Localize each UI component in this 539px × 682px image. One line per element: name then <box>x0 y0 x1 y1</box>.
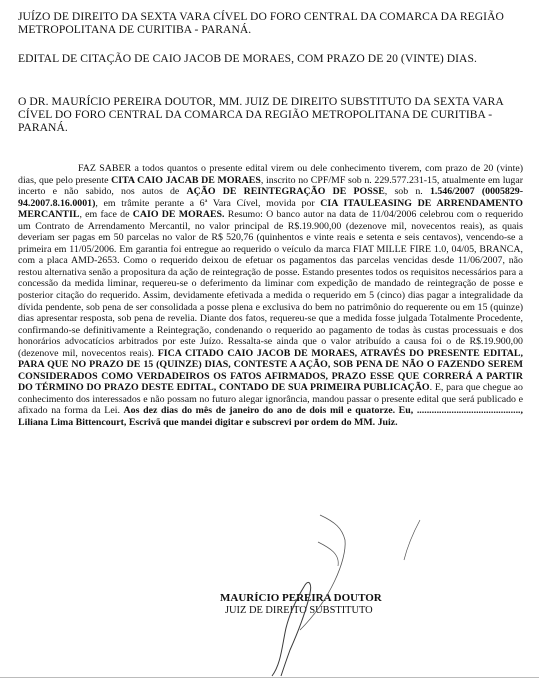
body-text-5: , em face de <box>79 209 133 221</box>
body-bold-6: FICA CITADO CAIO JACOB DE MORAES, ATRAVÉS DO PRESENTE EDITAL, PARA QUE NO PRAZO DE 15 (QUINZE) DIAS, CONTESTE A AÇÃO, SOB PENA DE NÃO O FAZENDO SEREM CONSIDERADOS COMO VERDADEIROS OS FATOS AFIRMADOS, PRAZO ESSE QUE CORRERÁ A PARTIR DO TÉRMINO DO PRAZO DESTE EDITAL, CONTADO DE SUA PRIMEIRA PUBLICAÇÃO <box>18 347 523 394</box>
judge-heading: O DR. MAURÍCIO PEREIRA DOUTOR, MM. JUIZ DE DIREITO SUBSTITUTO DA SEXTA VARA CÍVEL DO FORO CENTRAL DA COMARCA DA REGIÃO METROPOLITANA DE CURITIBA - PARANÁ. <box>18 95 504 135</box>
body-text-7: . E, para que chegue ao conhecimento dos interessados e não possam no futuro alegar ignorância, mandou passar o presente edital que será publicado e afixado na forma da Lei. <box>18 382 523 417</box>
signatory-name: MAURÍCIO PEREIRA DOUTOR <box>220 592 382 604</box>
body-bold-7: Aos dez dias do mês de janeiro do ano de dois mil e quatorze. Eu, .........................................., Liliana Lima Bittencourt, Escrivã que mandei digitar e subscrevi por ordem do MM. Juiz. <box>18 405 523 429</box>
body-text-3: , sob n. <box>384 186 430 198</box>
body-text-6: Resumo: O banco autor na data de 11/04/2006 celebrou com o requerido um Contrato de Arrendamento Mercantil, no valor principal de R$.19.900,00 (dezenove mil, novecentos reais), as quais deveriam ser pagas em 50 parcelas no valor de R$ 520,76 (quinhentos e vinte reais e setenta e seis centavos), vencendo-se a primeira em 11/05/2006. Em garantia foi entregue ao requerido o veículo da marca FIAT MILLE FIRE 1.0, 04/05, BRANCA, com a placa AMD-2653. Como o requerido deixou de efetuar os pagamentos das parcelas vencidas desde 11/06/2007, não restou alternativa senão a propositura da ação de reintegração de posse. Estando presentes todos os requisitos necessários para a concessão da medida liminar, requereu-se o deferimento da liminar com expedição de mandado de reintegração de posse e posterior citação do requerido. Assim, devidamente efetivada a medida o requerido em 5 (cinco) dias pagar a integralidade da dívida pendente, sob pena de ser consolidada a posse plena e exclusiva do bem no patrimônio do requerente ou em 15 (quinze) dias apresentar resposta, sob pena de revelia. Diante dos fatos, requereu-se que a medida fosse julgada Totalmente Procedente, confirmando-se definitivamente a Reintegração, condenando o requerido ao pagamento de todas às custas processuais e dos honorários advocatícios arbitrados por este Juízo. Ressalta-se ainda que o valor atribuído a causa foi o de R$.19.900,00 (dezenove mil, novecentos reais). <box>18 209 524 359</box>
court-heading: JUÍZO DE DIREITO DA SEXTA VARA CÍVEL DO FORO CENTRAL DA COMARCA DA REGIÃO METROPOLITANA DE CURITIBA - PARANÁ. <box>18 10 504 37</box>
body-text-1: FAZ SABER a todos quantos o presente edital virem ou dele conhecimento tiverem, com prazo de 20 (vinte) dias, que pelo presente <box>18 163 523 186</box>
body-bold-1: CITA CAIO JACAB DE MORAES <box>111 174 261 186</box>
body-text-2: , inscrito no CPF/MF sob n. 229.577.231-15, atualmente em lugar incerto e não sabido, nos autos de <box>18 174 523 198</box>
edict-body <box>18 163 523 429</box>
body-bold-5: CAIO DE MORAES. <box>132 209 225 221</box>
bottom-divider <box>0 677 539 678</box>
signatory-title: JUIZ DE DIREITO SUBSTITUTO <box>225 605 373 616</box>
edict-title: EDITAL DE CITAÇÃO DE CAIO JACOB DE MORAES, COM PRAZO DE 20 (VINTE) DIAS. <box>18 52 477 65</box>
body-text-4: , em trâmite perante a 6ª Vara Cível, movida por <box>95 197 321 209</box>
body-bold-2: AÇÃO DE REINTEGRAÇÃO DE POSSE <box>186 186 385 198</box>
body-bold-3: 1.546/2007 (0005829-94.2007.8.16.0001) <box>18 186 523 209</box>
body-bold-4: CIA ITAULEASING DE ARRENDAMENTO MERCANTIL <box>18 197 523 221</box>
